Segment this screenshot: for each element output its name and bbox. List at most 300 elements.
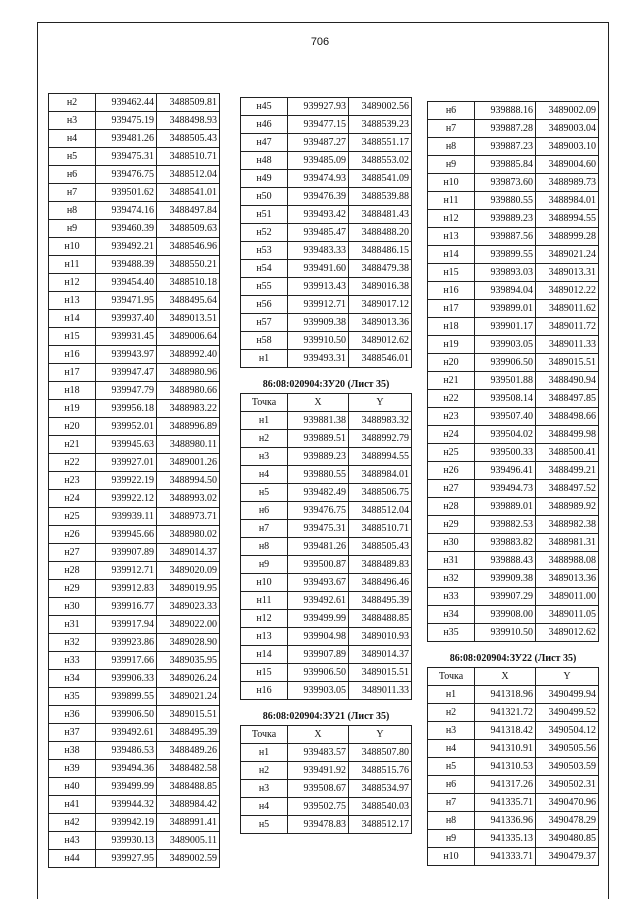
column-header: X [288,726,349,744]
table-row [49,616,220,634]
y-cell: 3488983.22 [157,400,220,418]
x-cell: 939471.95 [96,292,157,310]
point-cell: н10 [428,174,475,192]
x-cell: 939500.87 [288,556,349,574]
point-cell: н44 [49,850,96,868]
table-row [241,206,412,224]
x-cell: 941321.72 [475,704,536,722]
x-cell: 939485.09 [288,152,349,170]
column-header: X [288,394,349,412]
point-cell: н46 [241,116,288,134]
y-cell: 3489006.64 [157,328,220,346]
x-cell: 939945.63 [96,436,157,454]
table-row [49,364,220,382]
y-cell: 3488488.85 [349,610,412,628]
x-cell: 939474.93 [288,170,349,188]
table-row [49,688,220,706]
point-cell: н7 [428,794,475,812]
section-title-zu20: 86:08:020904:ЗУ20 (Лист 35) [262,379,390,390]
x-cell: 939491.60 [288,260,349,278]
point-cell: н11 [241,592,288,610]
table-row [428,102,599,120]
point-cell: н5 [241,484,288,502]
x-cell: 939887.56 [475,228,536,246]
x-cell: 939481.26 [96,130,157,148]
table-row [49,400,220,418]
y-cell: 3489015.51 [536,354,599,372]
point-cell: н19 [428,336,475,354]
y-cell: 3490479.37 [536,848,599,866]
table-row [241,332,412,350]
table-row [49,598,220,616]
y-cell: 3489003.04 [536,120,599,138]
point-cell: н32 [428,570,475,588]
table-row [49,130,220,148]
point-cell: н1 [428,686,475,704]
page-number: 706 [310,36,330,48]
point-cell: н39 [49,760,96,778]
table-row [241,574,412,592]
y-cell: 3488993.02 [157,490,220,508]
x-cell: 939893.03 [475,264,536,282]
x-cell: 939883.82 [475,534,536,552]
point-cell: н10 [49,238,96,256]
x-cell: 939499.99 [288,610,349,628]
table-row [241,134,412,152]
x-cell: 939903.05 [475,336,536,354]
x-cell: 939873.60 [475,174,536,192]
point-cell: н1 [241,744,288,762]
point-cell: н26 [428,462,475,480]
table-row [49,850,220,868]
x-cell: 939939.11 [96,508,157,526]
y-cell: 3489013.36 [536,570,599,588]
x-cell: 939500.33 [475,444,536,462]
column-2 [240,97,412,834]
point-cell: н12 [241,610,288,628]
point-cell: н18 [428,318,475,336]
table-row [49,454,220,472]
y-cell: 3490502.31 [536,776,599,794]
table-row [428,120,599,138]
y-cell: 3488496.46 [349,574,412,592]
table-row [241,412,412,430]
point-cell: н17 [49,364,96,382]
x-cell: 939906.50 [288,664,349,682]
x-cell: 939499.99 [96,778,157,796]
x-cell: 939493.67 [288,574,349,592]
point-cell: н14 [49,310,96,328]
table-row [49,814,220,832]
y-cell: 3489013.31 [536,264,599,282]
y-cell: 3490504.12 [536,722,599,740]
point-cell: н4 [49,130,96,148]
table-row [428,354,599,372]
y-cell: 3488994.55 [349,448,412,466]
y-cell: 3488497.84 [157,202,220,220]
point-cell: н29 [428,516,475,534]
y-cell: 3488499.21 [536,462,599,480]
x-cell: 939927.93 [288,98,349,116]
y-cell: 3489001.26 [157,454,220,472]
table-row [428,444,599,462]
table-row [428,704,599,722]
point-cell: н56 [241,296,288,314]
point-cell: н53 [241,242,288,260]
y-cell: 3488984.42 [157,796,220,814]
table-row [428,606,599,624]
point-cell: н13 [428,228,475,246]
point-cell: н43 [49,832,96,850]
point-cell: н9 [49,220,96,238]
x-cell: 939909.38 [475,570,536,588]
x-cell: 939906.50 [96,706,157,724]
y-cell: 3488505.43 [349,538,412,556]
point-cell: н58 [241,332,288,350]
x-cell: 939922.12 [96,490,157,508]
y-cell: 3488981.31 [536,534,599,552]
table-row [241,152,412,170]
y-cell: 3489017.12 [349,296,412,314]
y-cell: 3488500.41 [536,444,599,462]
coords-table-zu20 [240,393,412,700]
y-cell: 3488498.93 [157,112,220,130]
point-cell: н23 [428,408,475,426]
point-cell: н6 [428,102,475,120]
table-row [241,744,412,762]
table-row [241,260,412,278]
y-cell: 3488510.71 [349,520,412,538]
point-cell: н15 [49,328,96,346]
table-row [241,592,412,610]
x-cell: 939492.61 [96,724,157,742]
y-cell: 3489002.56 [349,98,412,116]
table-row [428,552,599,570]
y-cell: 3489012.22 [536,282,599,300]
table-row [241,224,412,242]
point-cell: н11 [428,192,475,210]
point-cell: н1 [241,412,288,430]
table-row [428,336,599,354]
point-cell: н42 [49,814,96,832]
y-cell: 3488550.21 [157,256,220,274]
x-cell: 939478.83 [288,816,349,834]
table-row [428,848,599,866]
table-row [241,314,412,332]
x-cell: 939888.16 [475,102,536,120]
point-cell: н20 [49,418,96,436]
x-cell: 939904.98 [288,628,349,646]
y-cell: 3488486.15 [349,242,412,260]
point-cell: н14 [428,246,475,264]
x-cell: 941310.91 [475,740,536,758]
y-cell: 3488497.52 [536,480,599,498]
table-row [241,188,412,206]
y-cell: 3488992.79 [349,430,412,448]
point-cell: н10 [428,848,475,866]
point-cell: н55 [241,278,288,296]
y-cell: 3488553.02 [349,152,412,170]
y-cell: 3489011.62 [536,300,599,318]
table-row [241,816,412,834]
point-cell: н26 [49,526,96,544]
point-cell: н4 [241,466,288,484]
table-row [241,296,412,314]
x-cell: 939494.36 [96,760,157,778]
x-cell: 939475.19 [96,112,157,130]
x-cell: 939887.28 [475,120,536,138]
y-cell: 3489015.51 [157,706,220,724]
x-cell: 939487.27 [288,134,349,152]
y-cell: 3488999.28 [536,228,599,246]
y-cell: 3488551.17 [349,134,412,152]
point-cell: н34 [428,606,475,624]
table-header-row [241,726,412,744]
x-cell: 941317.26 [475,776,536,794]
point-cell: н36 [49,706,96,724]
point-cell: н49 [241,170,288,188]
table-row [428,138,599,156]
y-cell: 3489022.00 [157,616,220,634]
y-cell: 3489013.51 [157,310,220,328]
table-row [241,520,412,538]
y-cell: 3489016.38 [349,278,412,296]
x-cell: 939476.39 [288,188,349,206]
y-cell: 3488506.75 [349,484,412,502]
y-cell: 3488495.39 [157,724,220,742]
table-row [241,170,412,188]
x-cell: 941318.96 [475,686,536,704]
point-cell: н1 [241,350,288,368]
point-cell: н28 [49,562,96,580]
y-cell: 3488498.66 [536,408,599,426]
table-row [49,382,220,400]
table-row [49,472,220,490]
table-row [49,94,220,112]
column-header: Y [349,726,412,744]
table-row [241,278,412,296]
table-row [49,652,220,670]
x-cell: 939916.77 [96,598,157,616]
y-cell: 3489011.00 [536,588,599,606]
point-cell: н22 [49,454,96,472]
table-row [241,780,412,798]
x-cell: 939943.97 [96,346,157,364]
x-cell: 939501.62 [96,184,157,202]
y-cell: 3488973.71 [157,508,220,526]
table-row [49,184,220,202]
y-cell: 3488489.83 [349,556,412,574]
y-cell: 3489020.09 [157,562,220,580]
table-row [241,798,412,816]
x-cell: 939493.42 [288,206,349,224]
point-cell: н25 [428,444,475,462]
point-cell: н3 [49,112,96,130]
table-row [49,544,220,562]
point-cell: н31 [49,616,96,634]
x-cell: 939912.71 [288,296,349,314]
table-row [241,430,412,448]
point-cell: н5 [241,816,288,834]
x-cell: 939952.01 [96,418,157,436]
table-row [49,202,220,220]
x-cell: 939944.32 [96,796,157,814]
x-cell: 939508.67 [288,780,349,798]
table-row [49,328,220,346]
point-cell: н5 [428,758,475,776]
y-cell: 3488989.92 [536,498,599,516]
y-cell: 3489011.05 [536,606,599,624]
table-row [241,98,412,116]
y-cell: 3488512.04 [349,502,412,520]
y-cell: 3489013.36 [349,314,412,332]
point-cell: н13 [241,628,288,646]
x-cell: 939882.53 [475,516,536,534]
y-cell: 3488488.20 [349,224,412,242]
x-cell: 939889.23 [288,448,349,466]
y-cell: 3488540.03 [349,798,412,816]
y-cell: 3488980.96 [157,364,220,382]
x-cell: 939910.50 [475,624,536,642]
table-row [49,724,220,742]
table-row [49,112,220,130]
y-cell: 3488510.71 [157,148,220,166]
y-cell: 3488509.81 [157,94,220,112]
point-cell: н22 [428,390,475,408]
x-cell: 939481.26 [288,538,349,556]
y-cell: 3488482.58 [157,760,220,778]
y-cell: 3488505.43 [157,130,220,148]
x-cell: 939475.31 [96,148,157,166]
table-row [241,466,412,484]
column-header: Точка [428,668,475,686]
table-row [428,794,599,812]
table-row [49,580,220,598]
y-cell: 3490505.56 [536,740,599,758]
x-cell: 939917.94 [96,616,157,634]
point-cell: н23 [49,472,96,490]
table-row [428,722,599,740]
table-row [428,498,599,516]
table-row [49,526,220,544]
y-cell: 3488541.01 [157,184,220,202]
table-row [428,228,599,246]
x-cell: 939476.75 [96,166,157,184]
y-cell: 3488479.38 [349,260,412,278]
y-cell: 3490478.29 [536,812,599,830]
point-cell: н21 [49,436,96,454]
section-title-zu22: 86:08:020904:ЗУ22 (Лист 35) [449,653,577,664]
x-cell: 939485.47 [288,224,349,242]
y-cell: 3489005.11 [157,832,220,850]
point-cell: н9 [428,830,475,848]
x-cell: 939907.29 [475,588,536,606]
x-cell: 941336.96 [475,812,536,830]
point-cell: н16 [49,346,96,364]
table-row [241,556,412,574]
y-cell: 3490503.59 [536,758,599,776]
point-cell: н21 [428,372,475,390]
table-row [428,758,599,776]
point-cell: н54 [241,260,288,278]
table-row [241,448,412,466]
point-cell: н29 [49,580,96,598]
table-row [49,256,220,274]
table-row [49,562,220,580]
x-cell: 939493.31 [288,350,349,368]
y-cell: 3488512.04 [157,166,220,184]
table-row [49,508,220,526]
coords-table-zu22 [427,667,599,866]
point-cell: н11 [49,256,96,274]
x-cell: 939909.38 [288,314,349,332]
table-row [49,292,220,310]
x-cell: 939912.71 [96,562,157,580]
x-cell: 939504.02 [475,426,536,444]
x-cell: 939885.84 [475,156,536,174]
x-cell: 939901.17 [475,318,536,336]
point-cell: н3 [428,722,475,740]
table-row [49,238,220,256]
table-row [241,242,412,260]
y-cell: 3489035.95 [157,652,220,670]
point-cell: н31 [428,552,475,570]
point-cell: н51 [241,206,288,224]
x-cell: 939907.89 [96,544,157,562]
x-cell: 939922.19 [96,472,157,490]
x-cell: 939488.39 [96,256,157,274]
y-cell: 3489011.33 [349,682,412,700]
x-cell: 939931.45 [96,328,157,346]
y-cell: 3488489.26 [157,742,220,760]
table-row [428,570,599,588]
y-cell: 3488481.43 [349,206,412,224]
point-cell: н33 [49,652,96,670]
x-cell: 939942.19 [96,814,157,832]
x-cell: 939927.95 [96,850,157,868]
table-row [49,796,220,814]
y-cell: 3488980.02 [157,526,220,544]
x-cell: 939887.23 [475,138,536,156]
y-cell: 3488490.94 [536,372,599,390]
coords-table-col1 [48,93,220,868]
y-cell: 3488499.98 [536,426,599,444]
x-cell: 939476.75 [288,502,349,520]
y-cell: 3489015.51 [349,664,412,682]
table-row [428,624,599,642]
x-cell: 939492.61 [288,592,349,610]
table-row [428,372,599,390]
point-cell: н50 [241,188,288,206]
table-row [49,220,220,238]
x-cell: 939908.00 [475,606,536,624]
table-row [428,210,599,228]
point-cell: н2 [49,94,96,112]
column-header: X [475,668,536,686]
y-cell: 3488980.66 [157,382,220,400]
y-cell: 3488982.38 [536,516,599,534]
table-row [49,832,220,850]
table-row [241,116,412,134]
x-cell: 939482.49 [288,484,349,502]
point-cell: н20 [428,354,475,372]
point-cell: н52 [241,224,288,242]
table-row [241,610,412,628]
x-cell: 939477.15 [288,116,349,134]
point-cell: н34 [49,670,96,688]
y-cell: 3488992.40 [157,346,220,364]
table-row [428,740,599,758]
